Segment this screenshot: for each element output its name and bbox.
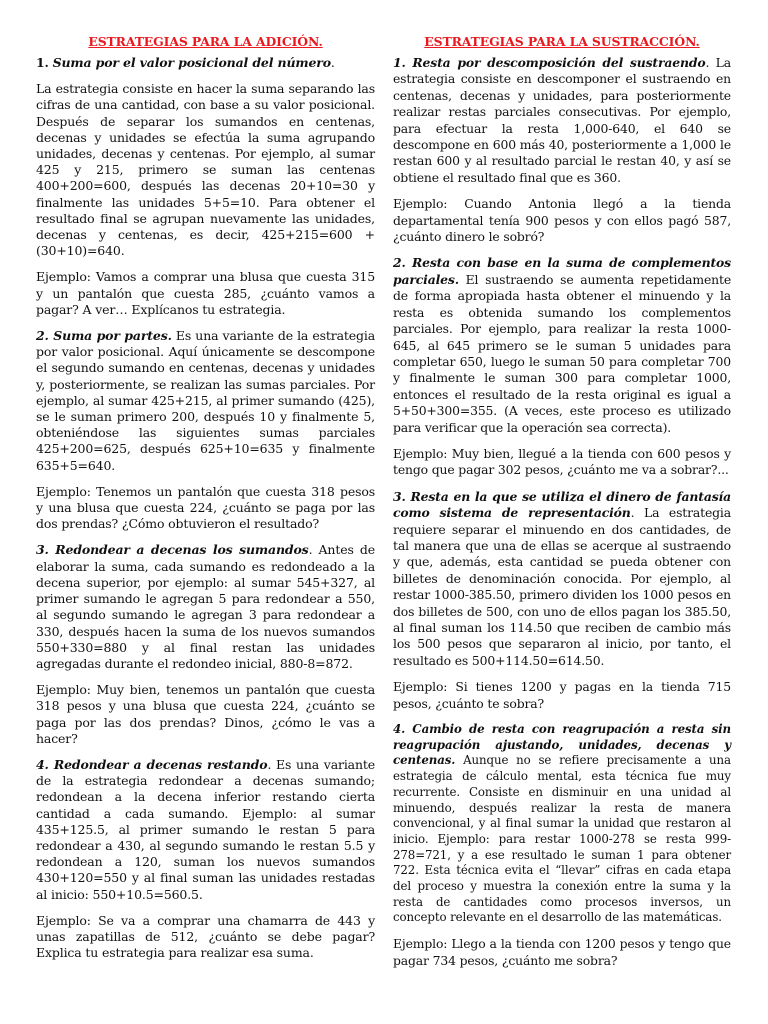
subtraction-strategy-1-example: Ejemplo: Cuando Antonia llegó a la tienda departamental tenía 900 pesos y con ellos pagó 587, ¿cuánto dinero le sobró? (393, 196, 731, 245)
strategy-title: 2. Suma por partes. (36, 328, 172, 344)
subtraction-strategy-2-example: Ejemplo: Muy bien, llegué a la tienda con 600 pesos y tengo que pagar 302 pesos, ¿cuánto me va a sobrar?... (393, 445, 731, 478)
strategy-title: 4. Cambio de resta con reagrupación a resta sin reagrupación ajustando, unidades, decenas y centenas. (393, 722, 731, 768)
addition-column (36, 34, 375, 971)
strategy-title-period: . (330, 55, 335, 70)
addition-strategy-1-heading (36, 55, 375, 71)
addition-strategy-1-body: La estrategia consiste en hacer la suma separando las cifras de una cantidad, con base a su valor posicional. Después de separar los sumandos en centenas, decenas y unidades se efectúa la suma agrupando unidades, decenas y centenas. Por ejemplo, al sumar 425 y 215, primero se suman las centenas 400+200=600, después las decenas 20+10=30 y finalmente las unidades 5+5=10. Para obtener el resultado final se agrupan nuevamente las unidades, decenas y centenas, es decir, 425+215=600 + (30+10)=640. (36, 81, 375, 259)
strategy-title: 3. Redondear a decenas los sumandos (36, 542, 309, 558)
strategy-title: 3. Resta en la que se utiliza el dinero de fantasía como sistema de representación (393, 488, 731, 521)
strategy-body: . Antes de elaborar la suma, cada sumando es redondeado a la decena superior, por ejemplo: al sumar 545+327, al primer sumando le agregan 5 para redondear a 550, al segundo sumando le agregan 3 para redondear a 330, después hacen la suma de los nuevos sumandos 550+330=880 y al final restan las unidades agregadas durante el redondeo inicial, 880-8=872. (36, 542, 375, 671)
subtraction-strategy-3 (393, 489, 731, 669)
subtraction-title: ESTRATEGIAS PARA LA SUSTRACCIÓN. (424, 34, 700, 49)
strategy-body: . Es una variante de la estrategia redondear a decenas sumando; redondean a la decena inferior restando cierta cantidad a cada sumando. Ejemplo: al sumar 435+125.5, al primer sumando le restan 5 para redondear a 430, al segundo sumando le restan 5.5 y redondean a 120, suman los nuevos sumandos 430+120=550 y al final suman las unidades restadas al inicio: 550+10.5=560.5. (36, 756, 375, 902)
addition-strategy-3-example: Ejemplo: Muy bien, tenemos un pantalón que cuesta 318 pesos y una blusa que cuesta 224, ¿cuánto se paga por las dos prendas? Dinos, ¿cómo le vas a hacer? (36, 682, 375, 746)
strategy-body: Es una variante de la estrategia por valor posicional. Aquí únicamente se descompone el segundo sumando en centenas, decenas y unidades y, posteriormente, se realizan las sumas parciales. Por ejemplo, al sumar 425+215, al primer sumando (425), se le suman primero 200, después 10 y finalmente 5, obteniéndose las siguientes sumas parciales 425+200=625, después 625+10=635 y finalmente 635+5=640. (36, 328, 375, 473)
subtraction-strategy-2 (393, 255, 731, 435)
strategy-title: Suma por el valor posicional del número (52, 55, 331, 70)
strategy-title: 4. Redondear a decenas restando (36, 756, 268, 772)
addition-strategy-2 (36, 328, 375, 474)
strategy-title: 1. Resta por descomposición del sustraendo (393, 55, 706, 70)
addition-strategy-1-example: Ejemplo: Vamos a comprar una blusa que cuesta 315 y un pantalón que cuesta 285, ¿cuánto vamos a pagar? A ver… Explícanos tu estrategia. (36, 269, 375, 317)
subtraction-strategy-3-example: Ejemplo: Si tienes 1200 y pagas en la tienda 715 pesos, ¿cuánto te sobra? (393, 679, 731, 711)
subtraction-column (393, 34, 731, 979)
addition-strategy-2-example: Ejemplo: Tenemos un pantalón que cuesta 318 pesos y una blusa que cuesta 224, ¿cuánto se paga por las dos prendas? ¿Cómo obtuvieron el resultado? (36, 483, 375, 532)
addition-strategy-4 (36, 757, 375, 903)
addition-strategy-4-example: Ejemplo: Se va a comprar una chamarra de 443 y unas zapatillas de 512, ¿cuánto se debe pagar? Explica tu estrategia para realizar esa suma. (36, 912, 375, 961)
addition-title: ESTRATEGIAS PARA LA ADICIÓN. (88, 34, 323, 49)
subtraction-strategy-4-example: Ejemplo: Llego a la tienda con 1200 pesos y tengo que pagar 734 pesos, ¿cuánto me sobra? (393, 936, 731, 968)
strategy-body: Aunque no se refiere precisamente a una estrategia de cálculo mental, esta técnica fue muy recurrente. Consiste en disminuir en una unidad al minuendo, después realizar la resta de manera convencional, y al final sumar la unidad que restaron al inicio. Ejemplo: para restar 1000-278 se resta 999-278=721, y a ese resultado le suman 1 para obtener 722. Esta técnica evita el “llevar” cifras en cada etapa del proceso y muestra la conexión entre la suma y la resta de cantidades como procesos inversos, un concepto relevante en el desarrollo de las matemáticas. (393, 753, 731, 925)
subtraction-strategy-1 (393, 55, 731, 186)
strategy-number: 1. (36, 55, 49, 70)
strategy-title: 2. Resta con base en la suma de complementos parciales. (393, 255, 731, 287)
strategy-body: . La estrategia consiste en descomponer el sustraendo en centenas, decenas y unidades, para posteriormente realizar restas parciales consecutivas. Por ejemplo, para efectuar la resta 1,000-640, el 640 se descompone en 600 más 40, posteriormente a 1,000 le restan 600 y al resultado parcial le restan 40, y así se obtiene el resultado final que es 360. (393, 55, 731, 185)
strategy-body: . La estrategia requiere separar el minuendo en dos cantidades, de tal manera que una de ellas se acerque al sustraendo y que, además, esta cantidad se pueda obtener con billetes de denominación conocida. Por ejemplo, al restar 1000-385.50, primero dividen los 1000 pesos en dos billetes de 500, con uno de ellos pagan los 385.50, al final suman los 114.50 que reciben de cambio más los 500 pesos que separaron al inicio, por tanto, el resultado es 500+114.50=614.50. (393, 505, 731, 668)
subtraction-strategy-4 (393, 722, 731, 926)
addition-strategy-3 (36, 542, 375, 672)
strategy-body: El sustraendo se aumenta repetidamente de forma apropiada hasta obtener el minuendo y la resta es obtenida sumando los complementos parciales. Por ejemplo, para realizar la resta 1000-645, al 645 primero se le suman 5 unidades para completar 650, luego le suman 50 para completar 700 y finalmente le suman 300 para completar 1000, entonces el resultado de la resta original es igual a 5+50+300=355. (A veces, este proceso es utilizado para verificar que la operación sea correcta). (393, 271, 731, 435)
